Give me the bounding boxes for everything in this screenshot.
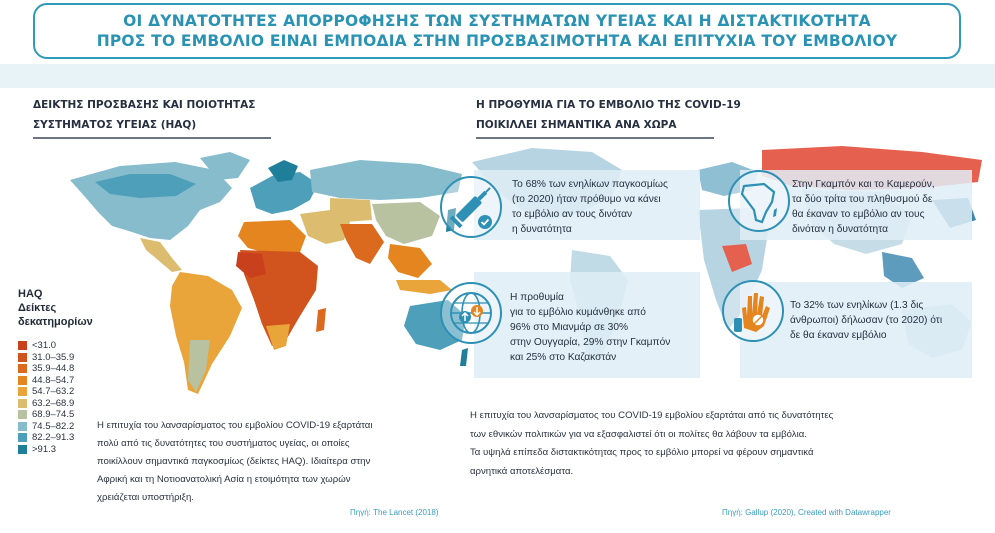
card-line: δε θα έκαναν εμβόλιο: [790, 330, 887, 341]
right-heading-line-1: Η ΠΡΟΘΥΜΙΑ ΓΙΑ ΤΟ ΕΜΒΟΛΙΟ ΤΗΣ COVID-19: [476, 99, 741, 111]
haq-legend: [18, 340, 74, 455]
left-paragraph-line: Η επιτυχία του λανσαρίσματος του εμβολίου COVID-19 εξαρτάται: [97, 420, 373, 431]
legend-label: 54.7–63.2: [32, 386, 75, 398]
right-paragraph-line: Τα υψηλά επίπεδα διστακτικότητας προς το εμβόλιο μπορεί να φέρουν σημαντικά: [470, 447, 814, 458]
left-paragraph: [97, 417, 457, 507]
legend-swatch: [18, 341, 27, 350]
card-line: και 25% στο Καζακστάν: [510, 352, 617, 363]
legend-label: 68.9–74.5: [32, 409, 75, 421]
title-banner: [33, 3, 961, 59]
syringe-icon: [442, 178, 500, 236]
legend-item: [18, 444, 74, 456]
card-line: το εμβόλιο αν τους δινόταν: [512, 209, 633, 220]
card-line: δινόταν η δυνατότητα: [792, 224, 888, 235]
map-southeast-asia: [388, 244, 432, 278]
left-heading-line-1: ΔΕΙΚΤΗΣ ΠΡΟΣΒΑΣΗΣ ΚΑΙ ΠΟΙΟΤΗΤΑΣ: [33, 99, 256, 111]
legend-title-line-2: Δείκτες: [18, 302, 57, 314]
legend-item: [18, 375, 74, 387]
title-line-2: ΠΡΟΣ ΤΟ ΕΜΒΟΛΙΟ ΕΙΝΑΙ ΕΜΠΟΔΙΑ ΣΤΗΝ ΠΡΟΣΒΑΣΙΜΟΤΗΤΑ ΚΑΙ ΕΠΙΤΥΧΙΑ ΤΟΥ ΕΜΒΟΛΙΟΥ: [96, 32, 898, 50]
legend-label: <31.0: [32, 340, 57, 352]
card-icon-circle: [440, 282, 502, 344]
legend-item: [18, 363, 74, 375]
map-central-america: [140, 238, 182, 272]
left-paragraph-line: ποικίλλουν σημαντικά παγκοσμίως (δείκτες HAQ). Ιδιαίτερα στην: [97, 456, 371, 467]
right-paragraph: [470, 407, 950, 481]
legend-label: 82.2–91.3: [32, 432, 75, 444]
legend-item: [18, 386, 74, 398]
legend-label: 63.2–68.9: [32, 397, 75, 409]
map-africa-west: [236, 252, 266, 278]
legend-swatch: [18, 387, 27, 396]
card-text: [790, 298, 942, 343]
legend-title-line-1: HAQ: [18, 288, 43, 300]
globe-arrows-icon: [442, 284, 500, 342]
legend-swatch: [18, 376, 27, 385]
legend-swatch: [18, 433, 27, 442]
left-source: Πηγή: The Lancet (2018): [350, 508, 439, 517]
map-africa-north: [238, 220, 306, 254]
header-band: [0, 64, 995, 88]
legend-swatch: [18, 422, 27, 431]
left-heading-line-2: ΣΥΣΤΗΜΑΤΟΣ ΥΓΕΙΑΣ (HAQ): [33, 119, 197, 131]
map-madagascar: [316, 308, 326, 332]
card-line: Το 32% των ενηλίκων (1.3 δις: [790, 300, 924, 311]
map-north-america: [70, 162, 232, 240]
left-heading-rule: [33, 137, 271, 139]
left-paragraph-line: χρειάζεται υποστήριξη.: [97, 492, 194, 503]
right-source: Πηγή: Gallup (2020), Created with Datawrapper: [722, 508, 891, 517]
card-line: για το εμβόλιο κυμάνθηκε από: [510, 307, 646, 318]
right-heading-rule: [476, 137, 714, 139]
card-text: [792, 177, 935, 237]
africa-map-icon: [730, 172, 788, 230]
right-paragraph-line: αρνητικά αποτελέσματα.: [470, 465, 574, 477]
card-line: άνθρωποι) δήλωσαν (το 2020) ότι: [790, 315, 943, 326]
map-south-america: [170, 272, 242, 394]
card-icon-circle: [722, 280, 784, 342]
legend-label: 31.0–35.9: [32, 351, 75, 363]
legend-item: [18, 432, 74, 444]
legend-swatch: [18, 353, 27, 362]
card-icon-circle: [440, 176, 502, 238]
card-line: θα έκαναν το εμβόλιο αν τους: [792, 209, 925, 220]
left-paragraph-line: πολύ από τις δυνατότητες του συστήματος υγείας, οι οποίες: [97, 438, 350, 449]
legend-item: [18, 340, 74, 352]
legend-swatch: [18, 445, 27, 454]
legend-swatch: [18, 364, 27, 373]
right-heading-line-2: ΠΟΙΚΙΛΛΕΙ ΣΗΜΑΝΤΙΚΑ ΑΝΑ ΧΩΡΑ: [476, 119, 677, 131]
legend-label: 35.9–44.8: [32, 363, 75, 375]
legend-title: [18, 287, 93, 329]
right-paragraph-line: των εθνικών πολιτικών για να εξασφαλιστεί ότι οι πολίτες θα λάβουν τα εμβόλια.: [470, 428, 807, 440]
legend-label: 74.5–82.2: [32, 420, 75, 432]
legend-item: [18, 398, 74, 410]
card-line: Το 68% των ενηλίκων παγκοσμίως: [512, 179, 668, 190]
title-line-1: ΟΙ ΔΥΝΑΤΟΤΗΤΕΣ ΑΠΟΡΡΟΦΗΣΗΣ ΤΩΝ ΣΥΣΤΗΜΑΤΩΝ ΥΓΕΙΑΣ ΚΑΙ Η ΔΙΣΤΑΚΤΙΚΟΤΗΤΑ: [123, 12, 871, 30]
card-text: [512, 177, 668, 237]
legend-label: >91.3: [32, 443, 57, 455]
legend-swatch: [18, 399, 27, 408]
card-icon-circle: [728, 170, 790, 232]
map-east-asia: [372, 202, 440, 244]
legend-swatch: [18, 410, 27, 419]
card-line: η δυνατότητα: [512, 224, 572, 235]
legend-item: [18, 352, 74, 364]
card-line: Στην Γκαμπόν και το Καμερούν,: [792, 179, 935, 190]
legend-item: [18, 409, 74, 421]
card-line: στην Ουγγαρία, 29% στην Γκαμπόν: [510, 337, 671, 348]
legend-title-line-3: δεκατημορίων: [18, 316, 93, 328]
legend-item: [18, 421, 74, 433]
stop-hand-icon: [724, 282, 782, 340]
map-russia: [310, 160, 462, 200]
card-line: 96% στο Μιανμάρ σε 30%: [510, 322, 629, 333]
right-paragraph-line: Η επιτυχία του λανσαρίσματος του COVID-19 εμβολίου εξαρτάται από τις δυνατότητες: [470, 410, 834, 421]
card-line: τα δύο τρίτα του πληθυσμού δε: [792, 194, 933, 205]
card-text: [510, 290, 670, 365]
card-line: (το 2020) ήταν πρόθυμο να κάνει: [512, 194, 661, 205]
legend-label: 44.8–54.7: [32, 374, 75, 386]
map-south-asia: [340, 224, 384, 264]
card-line: Η προθυμία: [510, 292, 564, 303]
left-paragraph-line: Αφρική και τη Νοτιοανατολική Ασία η ετοιμότητα των χωρών: [97, 474, 351, 485]
